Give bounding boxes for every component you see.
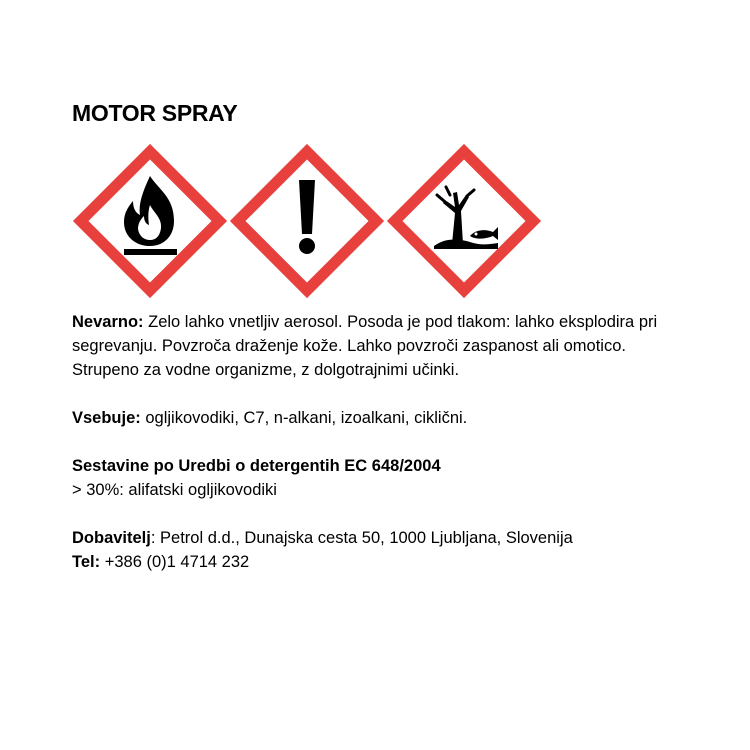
hazard-statement [72, 310, 672, 382]
environment-pictogram [386, 143, 542, 299]
flammable-pictogram [72, 143, 228, 299]
contains-label: Vsebuje: [72, 409, 141, 427]
environment-hazard-icon [386, 143, 542, 299]
exclamation-mark-icon [229, 143, 385, 299]
product-title: MOTOR SPRAY [72, 100, 238, 126]
phone-statement [72, 550, 672, 574]
ingredients-statement [72, 454, 672, 502]
hazard-text: Zelo lahko vnetljiv aerosol. Posoda je pod tlakom: lahko eksplodira pri segrevanju. Povzroča draženje kože. Lahko povzroči zaspanost ali omotico. Strupeno za vodne organizme, z dolgotrajnimi učinki. [72, 313, 658, 379]
phone-text: +386 (0)1 4714 232 [104, 553, 250, 571]
label-text [72, 310, 672, 574]
contains-text: ogljikovodiki, C7, n-alkani, izoalkani, ciklični. [145, 409, 468, 427]
ingredients-label: Sestavine po Uredbi o detergentih EC 648/2004 [72, 457, 441, 475]
supplier-text: : Petrol d.d., Dunajska cesta 50, 1000 Ljubljana, Slovenija [150, 529, 573, 547]
hazard-label: Nevarno: [72, 313, 144, 331]
irritant-pictogram [229, 143, 385, 299]
supplier-statement [72, 526, 672, 550]
contains-statement [72, 406, 672, 430]
supplier-label: Dobavitelj [72, 529, 151, 547]
ingredients-text: > 30%: alifatski ogljikovodiki [72, 481, 277, 499]
hazard-pictograms [72, 143, 542, 299]
flame-icon [72, 143, 228, 299]
phone-label: Tel: [72, 553, 101, 571]
